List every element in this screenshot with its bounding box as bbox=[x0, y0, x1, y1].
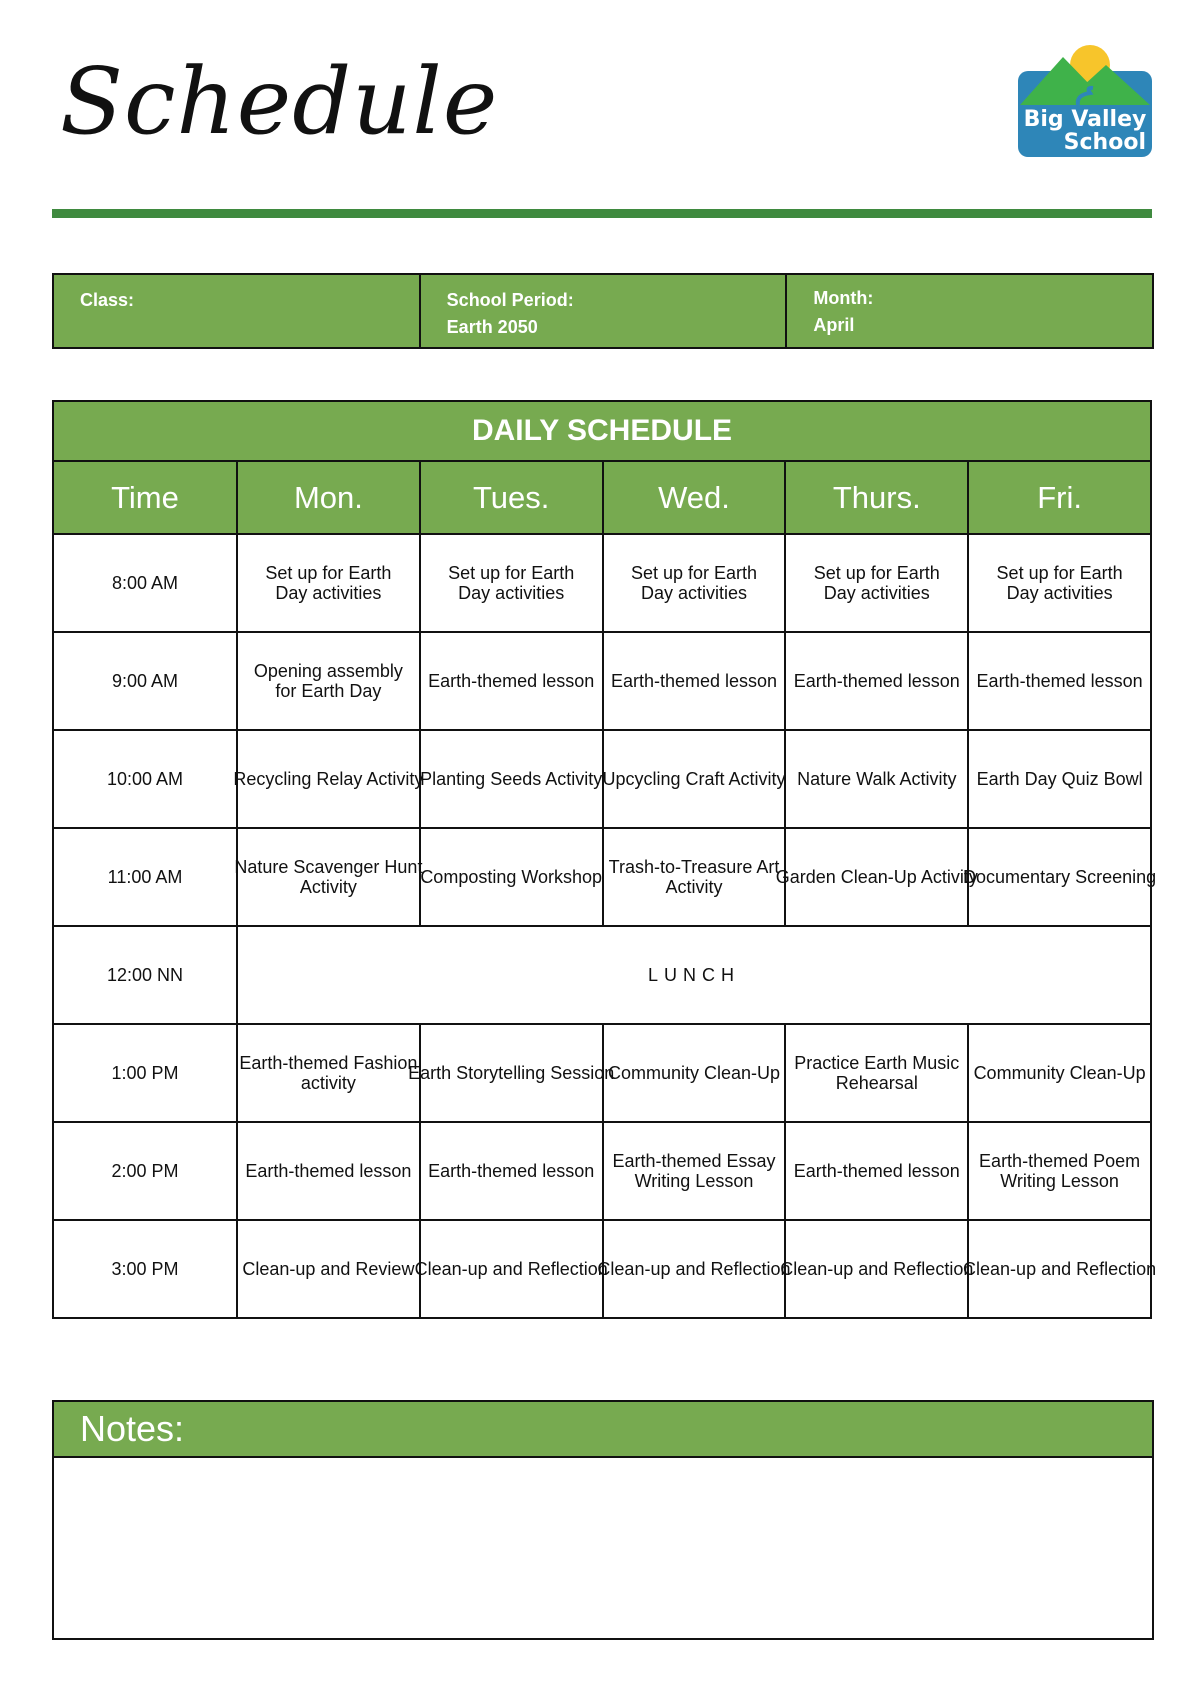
time-cell: 8:00 AM bbox=[53, 534, 237, 632]
activity-text: Clean-up and Reflection bbox=[963, 1259, 1157, 1279]
schedule-title: DAILY SCHEDULE bbox=[53, 401, 1151, 461]
notes-box[interactable] bbox=[52, 1400, 1154, 1640]
school-period-value: Earth 2050 bbox=[446, 317, 538, 337]
table-row bbox=[53, 730, 1151, 828]
activity-text: Earth-themed lesson bbox=[245, 1161, 412, 1181]
activity-text: Earth-themed Poem Writing Lesson bbox=[979, 1151, 1141, 1191]
activity-text: Clean-up and Review bbox=[242, 1259, 415, 1279]
table-row bbox=[53, 1122, 1151, 1220]
activity-text: Earth-themed Essay Writing Lesson bbox=[612, 1151, 776, 1191]
time-cell: 1:00 PM bbox=[53, 1024, 237, 1122]
activity-text: Documentary Screening bbox=[963, 867, 1157, 887]
activity-text: Set up for Earth Day activities bbox=[448, 563, 575, 603]
activity-text: Earth Storytelling Session bbox=[408, 1063, 615, 1083]
activity-cell[interactable] bbox=[968, 632, 1151, 730]
activity-cell[interactable] bbox=[963, 828, 1157, 926]
activity-text: Clean-up and Reflection bbox=[597, 1259, 791, 1279]
column-header-fri: Fri. bbox=[968, 461, 1151, 534]
notes-label: Notes: bbox=[54, 1402, 1152, 1458]
time-cell: 3:00 PM bbox=[53, 1220, 237, 1318]
school-period-label: School Period: bbox=[446, 290, 574, 310]
activity-text: Clean-up and Reflection bbox=[414, 1259, 608, 1279]
activity-text: Opening assembly for Earth Day bbox=[253, 661, 403, 701]
svg-text:School: School bbox=[1063, 130, 1146, 155]
activity-text: Earth-themed lesson bbox=[976, 671, 1143, 691]
activity-cell[interactable] bbox=[968, 1024, 1151, 1122]
class-label: Class: bbox=[80, 290, 135, 310]
activity-text: Recycling Relay Activity bbox=[233, 769, 424, 789]
activity-text: Earth-themed lesson bbox=[428, 671, 595, 691]
table-row bbox=[53, 534, 1151, 632]
column-header-tues: Tues. bbox=[420, 461, 603, 534]
time-cell: 11:00 AM bbox=[53, 828, 237, 926]
activity-text: Set up for Earth Day activities bbox=[813, 563, 940, 603]
daily-schedule-table bbox=[52, 400, 1157, 1319]
activity-text: Trash-to-Treasure Art Activity bbox=[608, 857, 780, 897]
activity-text: Earth-themed lesson bbox=[793, 671, 960, 691]
month-field[interactable] bbox=[787, 275, 1152, 347]
time-cell: 2:00 PM bbox=[53, 1122, 237, 1220]
column-header-wed: Wed. bbox=[603, 461, 786, 534]
page-title: Schedule bbox=[60, 48, 499, 155]
activity-cell[interactable] bbox=[963, 1220, 1157, 1318]
activity-text: Set up for Earth Day activities bbox=[630, 563, 758, 603]
activity-text: Set up for Earth Day activities bbox=[996, 563, 1123, 603]
activity-text: Earth-themed lesson bbox=[610, 671, 778, 691]
activity-text: Composting Workshop bbox=[420, 867, 603, 887]
month-value: April bbox=[813, 315, 855, 335]
activity-cell[interactable] bbox=[968, 534, 1151, 632]
activity-cell[interactable] bbox=[968, 730, 1151, 828]
table-row bbox=[53, 1024, 1151, 1122]
school-period-field[interactable] bbox=[421, 275, 788, 347]
activity-text: Garden Clean-Up Activity bbox=[775, 867, 978, 887]
activity-text: Community Clean-Up bbox=[973, 1063, 1146, 1083]
activity-text: Upcycling Craft Activity bbox=[602, 769, 786, 789]
activity-text: Community Clean-Up bbox=[607, 1063, 781, 1083]
header-divider bbox=[52, 209, 1152, 218]
activity-text: Earth Day Quiz Bowl bbox=[976, 769, 1143, 789]
activity-text: Planting Seeds Activity bbox=[420, 769, 603, 789]
table-row bbox=[53, 1220, 1151, 1318]
svg-text:Big Valley: Big Valley bbox=[1023, 107, 1147, 132]
time-cell: 9:00 AM bbox=[53, 632, 237, 730]
activity-cell[interactable] bbox=[968, 1122, 1151, 1220]
table-row bbox=[53, 828, 1151, 926]
month-label: Month: bbox=[813, 288, 874, 308]
activity-text: Earth-themed Fashion activity bbox=[239, 1053, 418, 1093]
school-logo bbox=[1018, 43, 1152, 157]
time-cell: 12:00 NN bbox=[53, 926, 237, 1024]
column-header-thurs: Thurs. bbox=[785, 461, 968, 534]
activity-text: Earth-themed lesson bbox=[793, 1161, 960, 1181]
column-header-mon: Mon. bbox=[237, 461, 420, 534]
time-cell: 10:00 AM bbox=[53, 730, 237, 828]
column-header-time: Time bbox=[53, 461, 237, 534]
activity-text: Earth-themed lesson bbox=[428, 1161, 595, 1181]
activity-text: Practice Earth Music Rehearsal bbox=[794, 1053, 960, 1093]
activity-text: Set up for Earth Day activities bbox=[265, 563, 392, 603]
lunch-cell: LUNCH bbox=[237, 926, 1151, 1024]
activity-text: Clean-up and Reflection bbox=[780, 1259, 974, 1279]
activity-text: Nature Walk Activity bbox=[797, 769, 957, 789]
activity-text: Nature Scavenger Hunt Activity bbox=[234, 857, 423, 897]
table-row bbox=[53, 926, 1151, 1024]
info-box bbox=[52, 273, 1154, 349]
class-field[interactable] bbox=[54, 275, 421, 347]
table-row bbox=[53, 632, 1151, 730]
